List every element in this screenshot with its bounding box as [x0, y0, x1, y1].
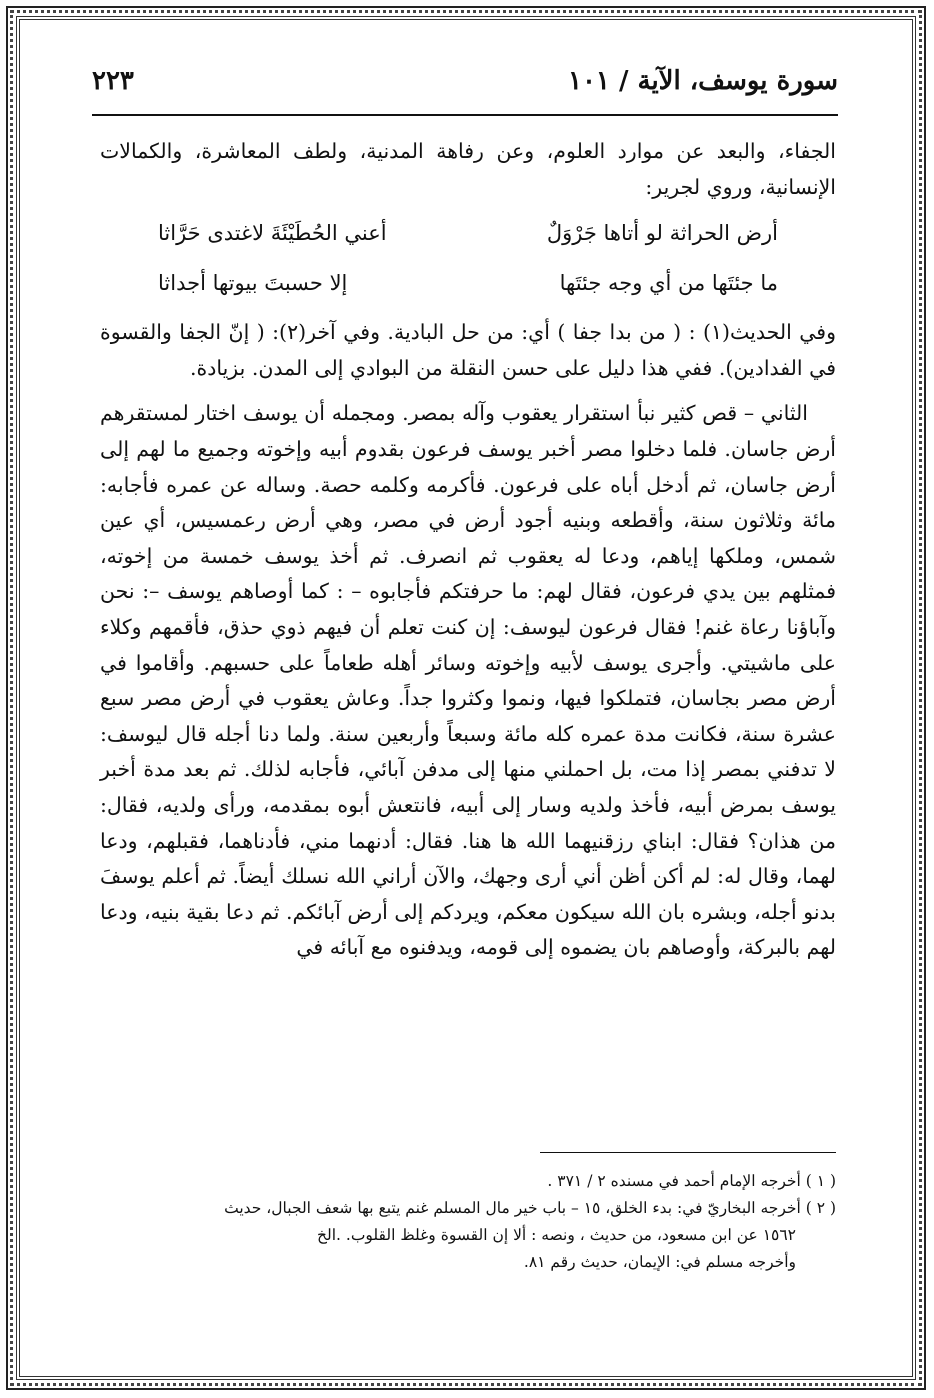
poetry-verse: [158, 209, 778, 309]
header-title: سورة يوسف، الآية / ١٠١: [568, 66, 838, 96]
footnotes: [96, 1168, 836, 1276]
verse-1-second-hemistich: أعني الحُطَيْئَةَ لاغتدى حَرَّاثا: [158, 221, 387, 246]
verse-line-2: [158, 259, 778, 309]
footnote-1: ( ١ ) أخرجه الإمام أحمد في مسنده ٢ / ٣٧١ .: [547, 1172, 836, 1190]
footnote-2-line-3: وأخرجه مسلم في: الإيمان، حديث رقم ٨١.: [523, 1253, 796, 1271]
footnote-2-line-2: ١٥٦٢ عن ابن مسعود، من حديث ، ونصه : ألا إن القسوة وغلظ القلوب. .الخ: [317, 1226, 796, 1244]
footnote-2-line-1: ( ٢ ) أخرجه البخاريّ في: بدء الخلق، ١٥ – باب خير مال المسلم غنم يتبع بها شعف الجبال، حديث: [224, 1199, 836, 1217]
paragraph-3: الثاني – قص كثير نبأ استقرار يعقوب وآله بمصر. ومجمله أن يوسف اختار لمستقرهم أرض جاسان. فلما دخلوا مصر أخبر يوسف فرعون بقدوم أبيه وإخوته وجميع ما لهم إلى أرض جاسان، ثم أدخل أباه على فرعون. فأكرمه وكلمه حصة. وساله عن عمره فأجابه: مائة وثلاثون سنة، وأقطعه وبنيه أجود أرض في مصر، وهي أرض رعمسيس، أي عين شمس، وملكها إياهم، ودعا له يعقوب ثم انصرف. ثم أخذ يوسف خمسة من إخوته، فمثلهم بين يدي فرعون، فقال لهم: ما حرفتكم فأجابوه – : كما أوصاهم يوسف –: نحن وآباؤنا رعاة غنم! فقال فرعون ليوسف: إن كنت تعلم أن فيهم ذوي حذق، فأقمهم وكلاء على ماشيتي. وأجرى يوسف لأبيه وإخوته وسائر أهله طعاماً على حسبهم. وأقاموا في أرض مصر بجاسان، فتملكوا فيها، ونموا وكثروا جداً. وعاش يعقوب في أرض مصر سبع عشرة سنة، فكانت مدة عمره كله مائة وسبعاً وأربعين سنة. ولما دنا أجله قال ليوسف: لا تدفني بمصر إذا مت، بل احملني منها إلى مدفن آبائي، فأجابه لذلك. ثم بعد مدة أخبر يوسف بمرض أبيه، فأخذ ولديه وسار إلى أبيه، فانتعش أبوه بمقدمه، ورأى ولديه، فقال: من هذان؟ فقال: ابناي رزقنيهما الله ها هنا. فقال: أدنهما مني، فأدناهما، فقبلهم، ودعا لهما، وقال له: لم أكن أظن أني أرى وجهك، والآن أراني الله نسلك أيضاً. ثم أعلم يوسفَ بدنو أجله، وبشره بان الله سيكون معكم، ويردكم إلى أرض آبائكم. ثم دعا بقية بنيه، ودعا لهم بالبركة، وأوصاهم بان يضموه إلى قومه، ويدفنوه مع آبائه في: [100, 401, 836, 960]
page-number: ٢٢٣: [92, 66, 134, 96]
main-text: [100, 134, 836, 966]
footnote-separator: [540, 1152, 836, 1153]
paragraph-2: وفي الحديث(١) : ( من بدا جفا ) أي: من حل البادية. وفي آخر(٢): ( إنّ الجفا والقسوة في الفدادين). ففي هذا دليل على حسن النقلة من البوادي إلى المدن. بزيادة.: [100, 320, 836, 380]
verse-1-first-hemistich: أرض الحراثة لو أتاها جَرْوَلٌ: [546, 221, 778, 246]
verse-2-first-hemistich: ما جئتَها من أي وجه جئتَها: [559, 271, 778, 296]
paragraph-1: الجفاء، والبعد عن موارد العلوم، وعن رفاهة المدنية، ولطف المعاشرة، والكمالات الإنسانية، وروي لجرير:: [100, 139, 836, 199]
running-header: [92, 64, 838, 108]
header-rule: [92, 114, 838, 116]
verse-line-1: [158, 209, 778, 259]
verse-2-second-hemistich: إلا حسبتَ بيوتها أجداثا: [158, 271, 348, 296]
